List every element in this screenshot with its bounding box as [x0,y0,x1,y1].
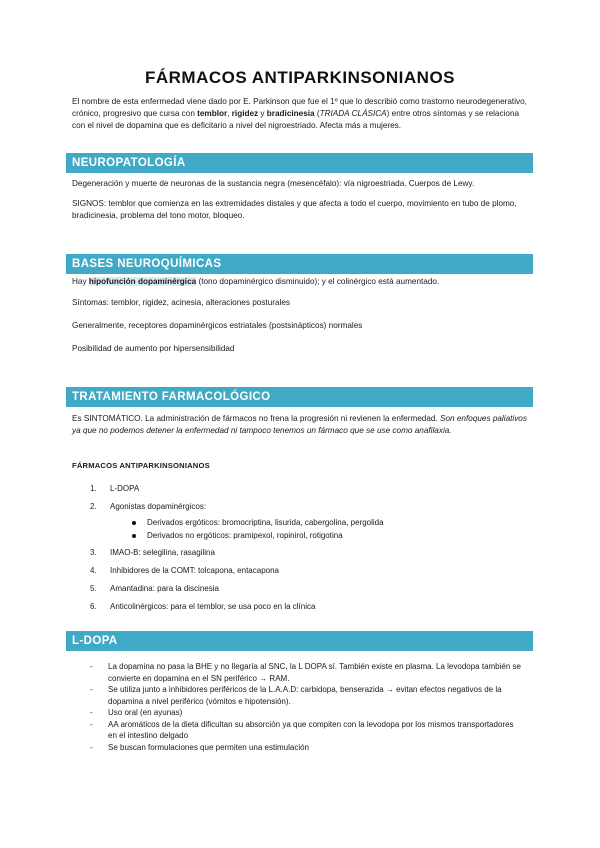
bases-paragraph-1 [72,276,534,288]
dash-icon: - [90,708,93,717]
bases-text-1a: Hay [72,277,89,286]
list-item-text: AA aromáticos de la dieta dificultan su absorción ya que compiten con la levodopa por los mismos transportadores en el intestino delgado [108,719,514,740]
neuro-paragraph-signos: SIGNOS: temblor que comienza en las extremidades distales y que afecta a todo el cuerpo, movimiento en tubo de plomo, bradicinesia, problema del tono motor, bloqueo. [72,199,517,220]
list-item [90,719,523,742]
sublist-item-text: Derivados no ergóticos: pramipexol, ropinirol, rotigotina [147,531,343,540]
neuro-paragraph-1: Degeneración y muerte de neuronas de la sustancia negra (mesencéfalo): vía nigroestriada. Cuerpos de Lewy. [72,179,475,188]
section-header-bases-neuroquimicas: BASES NEUROQUÍMICAS [66,254,533,274]
list-item [90,742,523,754]
sublist-item-text: Derivados ergóticos: bromocriptina, lisurida, cabergolina, pergolida [147,518,384,527]
dash-icon: - [90,742,93,752]
list-item-number: 4. [90,566,97,575]
list-item-text: Se buscan formulaciones que permiten una estimulación [108,742,310,752]
intro-text-1: El nombre de esta enfermedad viene dado por E. Parkinson que fue el 1º que lo describió como trastorno neurodegenerativo, crónico, progresivo que cursa con [72,97,527,118]
tratamiento-italic-1b: Son enfoques paliativos ya que no podemos detener la enfermedad ni tampoco tenemos un fármaco que se use como anafilaxia. [72,414,527,435]
list-item-number: 3. [90,548,97,557]
list-item [90,684,523,707]
intro-sep-1: , [227,109,232,118]
section-header-ldopa: L-DOPA [66,631,533,651]
bullet-icon [132,521,136,525]
section-header-neuropatologia: NEUROPATOLOGÍA [66,153,533,173]
bases-paragraph-hipersensibilidad: Posibilidad de aumento por hipersensibilidad [72,344,235,353]
bases-highlight-hipofuncion: hipofunción dopaminérgica [88,277,197,286]
dash-icon: - [90,719,93,729]
intro-bold-bradicinesia: bradicinesia [266,109,315,118]
list-item-text: Agonistas dopaminérgicos: [110,502,207,511]
dash-icon: - [90,685,93,694]
bullet-icon [132,534,136,538]
list-item-text: La dopamina no pasa la BHE y no llegaría al SNC, la L DOPA sí. También existe en plasma. La levodopa también se convierte en dopamina en el SN periférico → RAM. [108,662,521,683]
list-item-number: 1. [90,484,97,493]
dash-icon: - [90,662,93,671]
list-item-text: Amantadina: para la discinesia [110,584,219,593]
list-item-text: L-DOPA [110,484,140,493]
section-header-tratamiento: TRATAMIENTO FARMACOLÓGICO [66,387,533,407]
intro-sep-2: y [258,109,267,118]
list-item-text: IMAO-B: selegilina, rasagilina [110,548,215,557]
intro-bold-rigidez: rigidez [231,109,259,118]
intro-text-3: ) entre otros síntomas y se relaciona con el nivel de dopamina que es deficitario a nivel del nigroestriado. Afecta más a mujeres. [72,109,520,130]
list-item-number: 6. [90,602,97,611]
list-item-number: 2. [90,502,97,511]
intro-italic-triada: TRIADA CLÁSICA [319,109,387,118]
intro-text-2: ( [314,109,320,118]
tratamiento-text-1a: Es SINTOMÁTICO. La administración de fármacos no frena la progresión ni revienen la enfermedad. [72,414,441,423]
list-item-number: 5. [90,584,97,593]
intro-paragraph [72,96,534,132]
list-item-text: Inhibidores de la COMT: tolcapona, entacapona [110,566,279,575]
intro-bold-temblor: temblor [197,109,228,118]
list-item [90,707,523,719]
list-item-text: Uso oral (en ayunas) [108,708,183,717]
bases-paragraph-sintomas: Síntomas: temblor, rigidez, acinesia, alteraciones posturales [72,298,290,307]
list-item-text: Anticolinérgicos: para el temblor, se usa poco en la clínica [110,602,316,611]
farmacos-subheading: FÁRMACOS ANTIPARKINSONIANOS [72,461,210,470]
list-item-text: Se utiliza junto a inhibidores periféricos de la L.A.A.D: carbidopa, benserazida → evitan efectos negativos de la dopamina a nivel periférico (vómitos e hipotensión). [108,685,502,706]
bases-text-1c: (tono dopaminérgico disminuido); y el colinérgico está aumentado. [196,277,440,286]
tratamiento-paragraph [72,413,534,437]
list-item [90,661,523,684]
page-title: FÁRMACOS ANTIPARKINSONIANOS [144,68,456,87]
ldopa-list [90,661,523,753]
bases-paragraph-receptores: Generalmente, receptores dopaminérgicos estriatales (postsinápticos) normales [72,321,363,330]
